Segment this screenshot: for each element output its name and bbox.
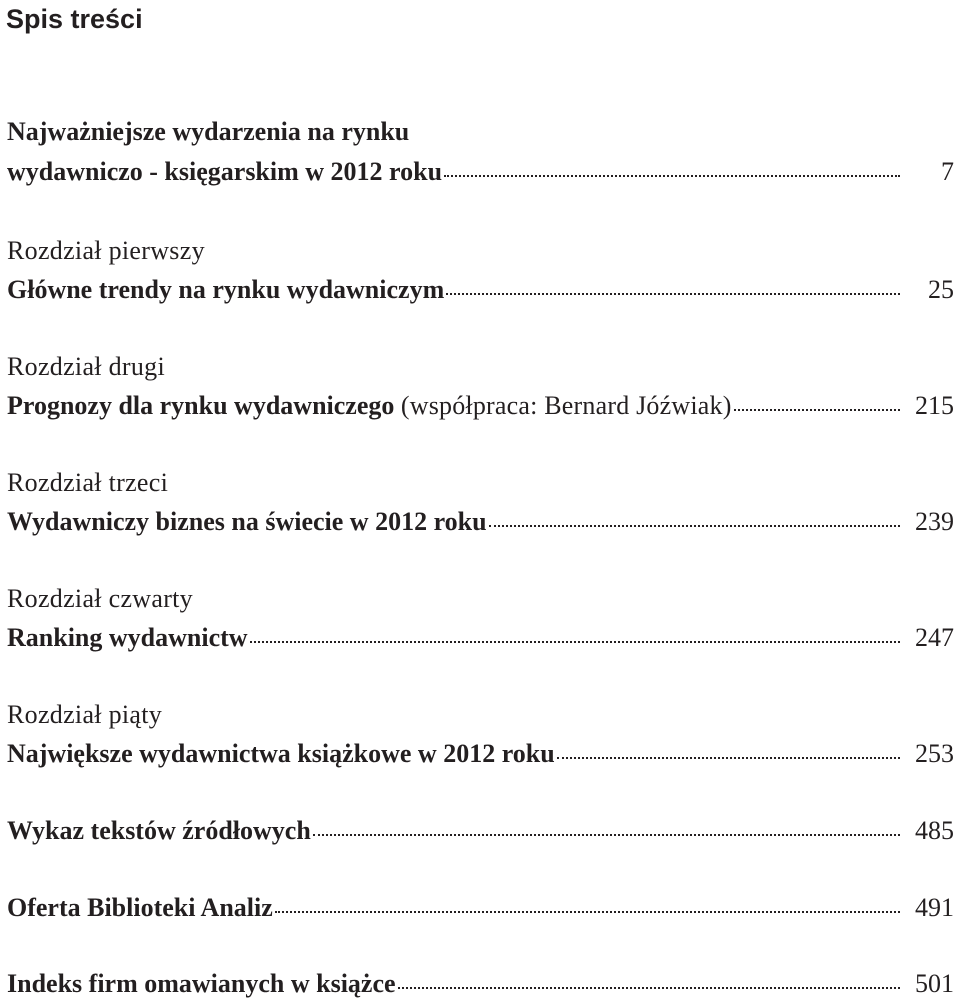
- dot-leader: [489, 525, 900, 527]
- toc-entry-7[interactable]: [7, 815, 954, 847]
- toc-entry-3-page: 215: [915, 391, 954, 420]
- toc-entry-5-label: Rozdział czwarty: [7, 584, 193, 613]
- dot-leader: [275, 911, 900, 913]
- toc-entry-3[interactable]: [7, 390, 954, 422]
- toc-entry-1-page: 7: [941, 157, 954, 186]
- toc-entry-1[interactable]: [7, 156, 954, 188]
- toc-entry-3-note: (współpraca: Bernard Jóźwiak): [400, 391, 732, 420]
- toc-entry-3-title: [7, 390, 732, 422]
- toc-entry-8-title: Oferta Biblioteki Analiz: [7, 893, 273, 922]
- toc-entry-6-page: 253: [915, 739, 954, 768]
- toc-entry-2[interactable]: [7, 274, 954, 306]
- dot-leader: [734, 409, 900, 411]
- toc-entry-3-title-text: Prognozy dla rynku wydawniczego: [7, 391, 395, 420]
- dot-leader: [313, 834, 900, 836]
- toc-entry-7-page: 485: [915, 816, 954, 845]
- toc-entry-1-title: wydawniczo - księgarskim w 2012 roku: [7, 157, 443, 186]
- dot-leader: [557, 757, 900, 759]
- page-title: Spis treści: [6, 4, 143, 34]
- toc-entry-4-page: 239: [915, 507, 954, 536]
- toc-entry-8-page: 491: [915, 893, 954, 922]
- toc-entry-6-label: Rozdział piąty: [7, 700, 163, 729]
- toc-entry-4-label: Rozdział trzeci: [7, 468, 169, 497]
- toc-entry-2-title: Główne trendy na rynku wydawniczym: [7, 275, 445, 304]
- toc-entry-6[interactable]: [7, 738, 954, 770]
- toc-entry-9-title: Indeks firm omawianych w książce: [7, 969, 396, 998]
- toc-entry-6-title: Największe wydawnictwa książkowe w 2012 roku: [7, 739, 555, 768]
- dot-leader: [250, 641, 900, 643]
- toc-entry-5-page: 247: [915, 623, 954, 652]
- toc-entry-5[interactable]: [7, 622, 954, 654]
- toc-entry-4-title: Wydawniczy biznes na świecie w 2012 roku: [7, 507, 487, 536]
- toc-entry-2-label: Rozdział pierwszy: [7, 236, 205, 265]
- toc-entry-1-title-line1: Najważniejsze wydarzenia na rynku: [7, 117, 410, 146]
- toc-entry-9[interactable]: [7, 968, 954, 1000]
- toc-entry-2-page: 25: [928, 275, 954, 304]
- dot-leader: [444, 175, 900, 177]
- toc-entry-8[interactable]: [7, 892, 954, 924]
- toc-entry-4[interactable]: [7, 506, 954, 538]
- toc-entry-5-title: Ranking wydawnictw: [7, 623, 248, 652]
- toc-entry-9-page: 501: [915, 969, 954, 998]
- toc-entry-7-title: Wykaz tekstów źródłowych: [7, 816, 311, 845]
- dot-leader: [446, 293, 900, 295]
- toc-entry-3-label: Rozdział drugi: [7, 352, 165, 381]
- dot-leader: [398, 987, 900, 989]
